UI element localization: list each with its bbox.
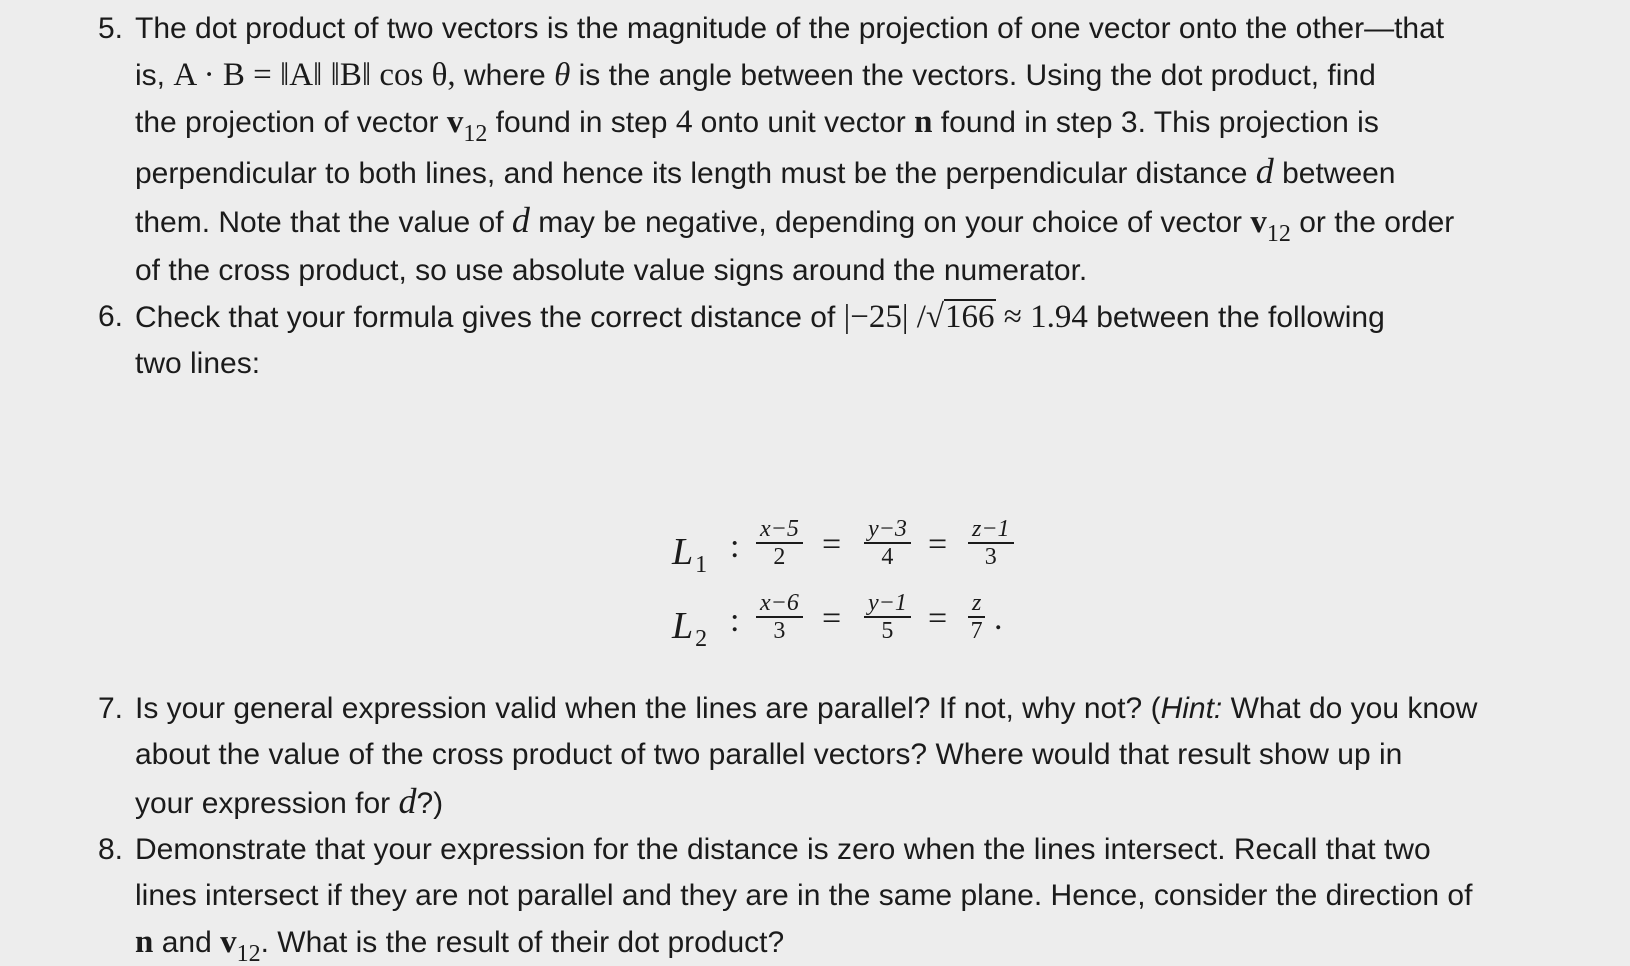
item-8-line-1: 8. Demonstrate that your expression for the distance is zero when the lines intersect. Recall that two	[0, 827, 1630, 873]
item-5	[0, 6, 1630, 387]
vector-n: n	[135, 924, 154, 960]
item-7-line-3: your expression for d?)	[135, 781, 444, 821]
item-6-line-1: 6. Check that your formula gives the correct distance of |−25| /√166 ≈ 1.94 between the following	[0, 294, 1630, 341]
vector-v: v	[1250, 204, 1267, 240]
dot-product-formula: A · B = ‖A‖ ‖B‖ cos θ,	[173, 57, 456, 93]
fraction-y: $\frac{y-3}{4}$	[864, 516, 911, 570]
fraction-x: $\frac{x-5}{2}$	[756, 516, 803, 570]
variable-d: d	[1255, 151, 1274, 191]
fraction-x: $\frac{x-6}{3}$	[756, 590, 803, 644]
item-7-line-2: about the value of the cross product of two parallel vectors? Where would that result show up in	[135, 738, 1403, 771]
item-8-line-3: n and $v_{12}$. What is the result of their dot product?	[135, 924, 785, 966]
item-number: 7.	[98, 692, 124, 725]
vector-v: v	[220, 924, 237, 960]
vector-n: n	[914, 104, 933, 140]
item-5-line-2: is, A · B = ‖A‖ ‖B‖ cos θ, where θ is the angle between the vectors. Using the dot product, find	[135, 57, 1376, 93]
item-8-line-2: lines intersect if they are not parallel and they are in the same plane. Hence, consider the direction of	[135, 879, 1473, 912]
variable-d: d	[398, 781, 417, 821]
item-number: 6.	[98, 300, 124, 333]
line-label: $L_1$	[672, 531, 708, 578]
item-5-line-6: of the cross product, so use absolute value signs around the numerator.	[135, 254, 1088, 287]
item-5-line-3: the projection of vector $v_{12}$ found in step 4 onto unit vector n found in step 3. This projection is	[135, 104, 1379, 147]
fraction-z: $\frac{z}{7}$	[968, 590, 985, 644]
item-7-line-1: 7. Is your general expression valid when the lines are parallel? If not, why not? (Hint: What do you know	[0, 686, 1630, 732]
fraction-y: $\frac{y-1}{5}$	[864, 590, 911, 644]
fraction-z: $\frac{z-1}{3}$	[968, 516, 1014, 570]
item-5-line-1: 5. The dot product of two vectors is the magnitude of the projection of one vector onto the other—that	[0, 6, 1630, 52]
item-number: 5.	[98, 12, 124, 45]
hint-label: Hint:	[1160, 692, 1223, 725]
vector-v: v	[446, 104, 464, 140]
item-5-line-4: perpendicular to both lines, and hence its length must be the perpendicular distance d between	[135, 151, 1396, 191]
distance-expression: |−25| /√166 ≈ 1.94	[843, 299, 1088, 335]
line-label: $L_2$	[672, 605, 708, 652]
item-5-line-5: them. Note that the value of d may be negative, depending on your choice of vector $v_{12}$ or the order	[135, 200, 1455, 247]
item-6-line-2: two lines:	[135, 347, 261, 380]
variable-d: d	[511, 200, 530, 240]
items-7-8	[0, 686, 1630, 966]
item-number: 8.	[98, 833, 124, 866]
